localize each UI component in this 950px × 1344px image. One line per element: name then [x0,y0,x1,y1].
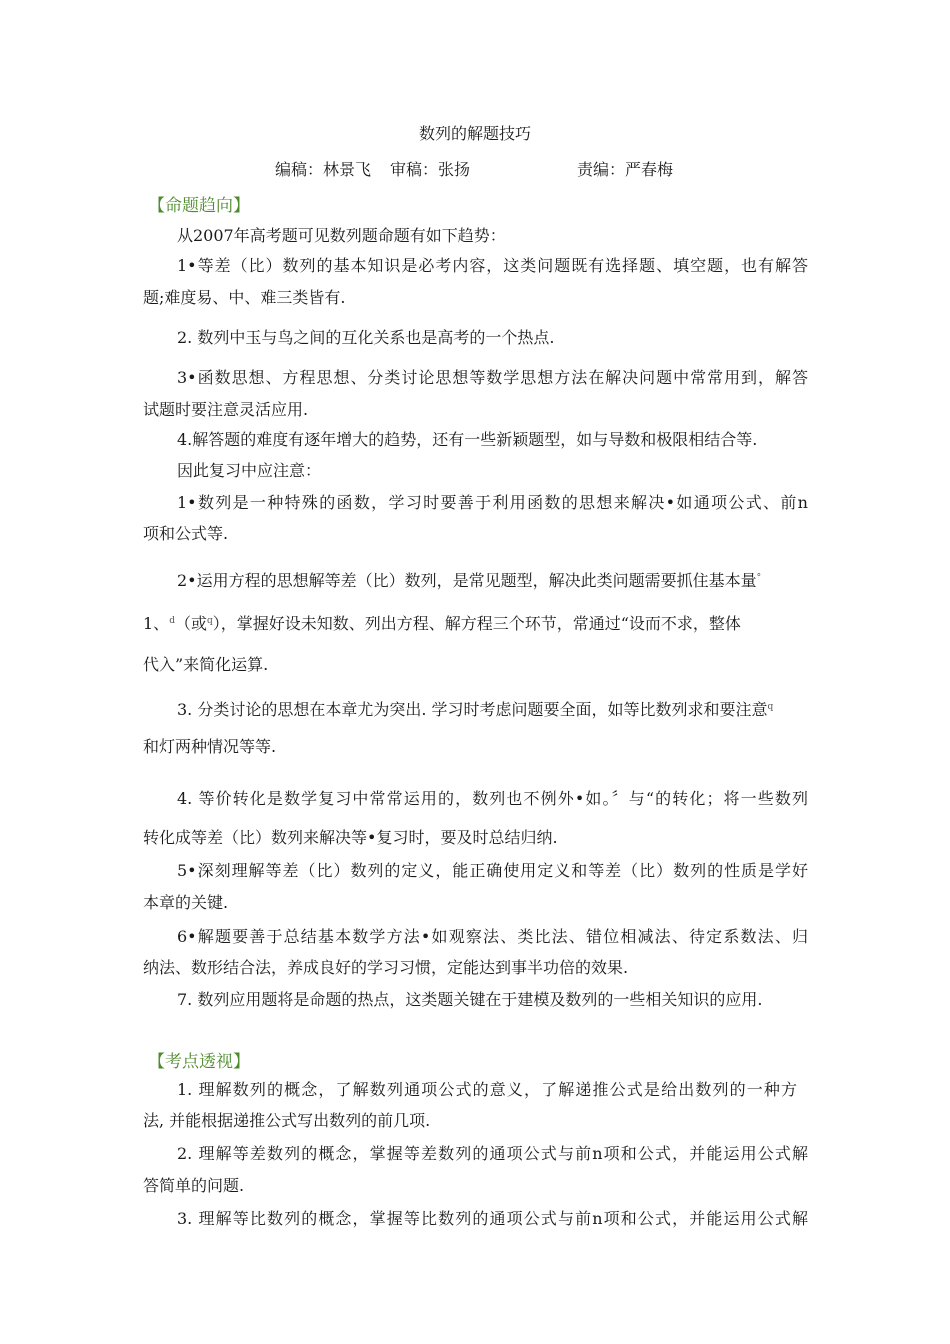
note-5-line-2: 本章的关键. [143,893,229,912]
section-heading-trends: 【命题趋向】 [148,196,250,216]
note-5-line-1: 5•深刻理解等差（比）数列的定义，能正确使用定义和等差（比）数列的性质是学好 [177,861,808,880]
section-heading-key-points: 【考点透视】 [148,1052,250,1072]
note-4-line-1: 4. 等价转化是数学复习中常常运用的，数列也不例外•如。〞与“的转化；将一些数列 [177,789,808,808]
trend-item-1-line-2: 题;难度易、中、难三类皆有. [143,288,346,307]
note-6-line-1: 6•解题要善于总结基本数学方法•如观察法、类比法、错位相减法、待定系数法、归 [177,927,808,946]
note-3-line-1 [177,697,773,720]
note-3-symbol-q: q [767,702,774,712]
note-4-line-2: 转化成等差（比）数列来解决等•复习时，要及时总结归纳. [143,828,558,847]
note-2-line-1-text: 2•运用方程的思想解等差（比）数列，是常见题型，解决此类问题需要抓住基本量 [177,571,757,590]
note-6-line-2: 纳法、数形结合法，养成良好的学习习惯，定能达到事半功倍的效果. [143,958,629,977]
note-2-line-2-part-3: ），掌握好设未知数、列出方程、解方程三个环节，常通过“设而不求，整体 [212,614,741,633]
key-point-2-line-1: 2. 理解等差数列的概念，掌握等差数列的通项公式与前n项和公式，并能运用公式解 [177,1144,808,1163]
key-point-1-line-2: 法, 并能根据递推公式写出数列的前几项. [143,1111,431,1130]
credit-editor: 编稿：林景飞 [275,160,372,179]
note-2-line-2 [143,611,741,634]
trends-intro: 从2007年高考题可见数列题命题有如下趋势： [177,226,506,245]
note-2-line-2-part-1: 1、 [143,614,170,633]
note-2-symbol-q: q [206,616,213,626]
trend-item-1-line-1: 1•等差（比）数列的基本知识是必考内容，这类问题既有选择题、填空题，也有解答 [177,256,808,275]
credit-chief-editor: 责编：严春梅 [577,160,674,179]
trend-item-2: 2. 数列中玉与鸟之间的互化关系也是高考的一个热点. [177,328,555,347]
key-point-1-line-1: 1. 理解数列的概念，了解数列通项公式的意义，了解递推公式是给出数列的一种方 [177,1080,797,1099]
review-note: 因此复习中应注意： [177,461,322,480]
note-2-line-1 [177,568,808,591]
note-2-line-2-part-2: （或 [174,614,207,633]
note-3-line-1-text: 3. 分类讨论的思想在本章尤为突出. 学习时考虑问题要全面，如等比数列求和要注意 [177,700,768,719]
note-2-symbol-d: d [169,616,175,626]
note-3-line-2: 和灯两种情况等等. [143,737,277,756]
trend-item-3-line-2: 试题时要注意灵活应用. [143,400,309,419]
trend-item-3-line-1: 3•函数思想、方程思想、分类讨论思想等数学思想方法在解决问题中常常用到，解答 [177,368,808,387]
note-1-line-2: 项和公式等. [143,524,229,543]
trend-item-4: 4.解答题的难度有逐年增大的趋势，还有一些新颖题型，如与导数和极限相结合等. [177,430,758,449]
note-2-line-3: 代入”来简化运算. [143,655,269,674]
credit-reviewer: 审稿：张扬 [390,160,471,179]
document-title: 数列的解题技巧 [418,124,531,143]
key-point-3-line-1: 3. 理解等比数列的概念，掌握等比数列的通项公式与前n项和公式，并能运用公式解 [177,1209,808,1228]
key-point-2-line-2: 答简单的问题. [143,1176,245,1195]
note-1-line-1: 1•数列是一种特殊的函数，学习时要善于利用函数的思想来解决•如通项公式、前n [177,493,808,512]
note-7: 7. 数列应用题将是命题的热点，这类题关键在于建模及数列的一些相关知识的应用. [177,990,763,1009]
note-2-symbol-a: ° [756,573,762,583]
